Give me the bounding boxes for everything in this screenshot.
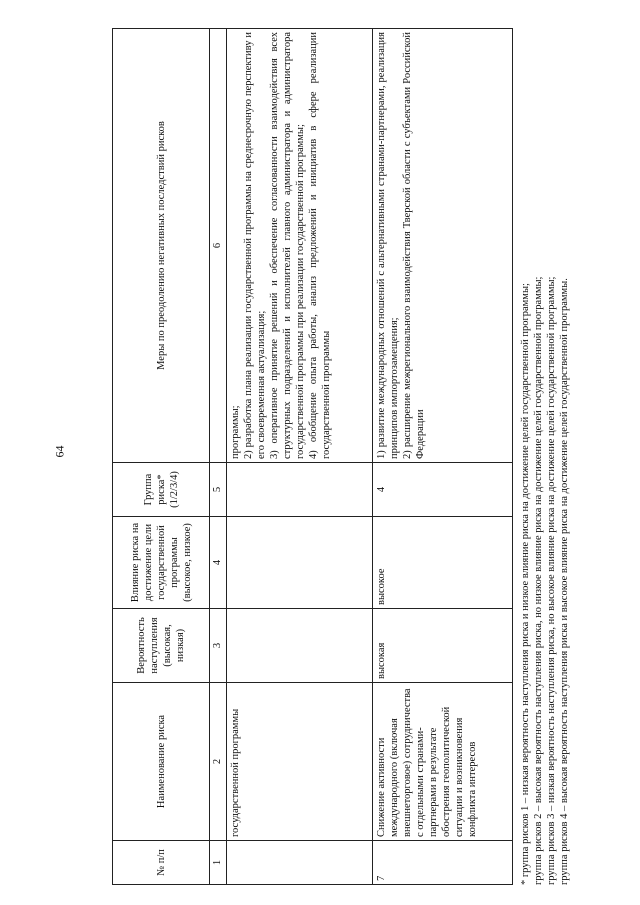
col-number: 2 <box>210 683 227 841</box>
footnote: группа рисков 3 – низкая вероятность наступления риска, но высокое влияние риска на достижение целей государственной программы; <box>546 276 557 885</box>
risk-group <box>227 463 373 517</box>
col-number: 5 <box>210 463 227 517</box>
risk-group: 4 <box>373 463 513 517</box>
page-number: 64 <box>52 445 67 458</box>
risk-measures <box>227 29 373 463</box>
risk-name: Снижение активности международного (включая внешнеторговое) сотрудничества с отдельными странами-партнерами в результате обострения геополитической ситуации и возникновения конфликта интересов <box>373 683 513 841</box>
header-measures: Меры по преодолению негативных последствий рисков <box>113 29 210 463</box>
table-row <box>227 29 373 885</box>
column-number-row <box>210 29 227 885</box>
risk-impact <box>227 517 373 609</box>
risk-probability: высокая <box>373 609 513 683</box>
risk-name: государственной программы <box>227 683 373 841</box>
measure-item: 4) обобщение опыта работы, анализ предложений и инициатив в сфере реализации государственной программы <box>308 32 332 459</box>
table-row <box>373 29 513 885</box>
risk-table <box>112 28 513 885</box>
row-number <box>227 841 373 885</box>
header-risk-group: Группа риска* (1/2/3/4) <box>113 463 210 517</box>
header-risk-name: Наименование риска <box>113 683 210 841</box>
risk-probability <box>227 609 373 683</box>
measure-item: 2) расширение межрегионального взаимодействия Тверской области с субъектами Российской Федерации <box>402 32 426 459</box>
col-number: 3 <box>210 609 227 683</box>
col-number: 6 <box>210 29 227 463</box>
header-number: № п/п <box>113 841 210 885</box>
table-header-row <box>113 29 210 885</box>
header-impact: Влияние риска на достижение цели государственной программы (высокое, низкое) <box>113 517 210 609</box>
measure-item: 2) разработка плана реализации государственной программы на среднесрочную перспективу и его своевременная актуализация; <box>243 32 267 459</box>
footnote: группа рисков 4 – высокая вероятность наступления риска и высокое влияние риска на достижение целей государственной программы. <box>559 278 570 885</box>
measure-item: программы; <box>230 405 241 459</box>
footnotes <box>519 29 571 885</box>
col-number: 4 <box>210 517 227 609</box>
rotated-page-content <box>112 29 632 885</box>
footnote: группа рисков 2 – высокая вероятность наступления риска, но низкое влияние риска на достижение целей государственной программы; <box>533 276 544 885</box>
measure-item: 3) оперативное принятие решений и обеспечение согласованности взаимодействия всех структурных подразделений и исполнителей главного администратора и администратора государственной программы при реализации государственной программы; <box>269 32 306 459</box>
header-probability: Вероятность наступления (высокая, низкая) <box>113 609 210 683</box>
footnote: * группа рисков 1 – низкая вероятность наступления риска и низкое влияние риска на достижение целей государственной программы; <box>520 283 531 885</box>
risk-measures <box>373 29 513 463</box>
risk-impact: высокое <box>373 517 513 609</box>
row-number: 7 <box>373 841 513 885</box>
col-number: 1 <box>210 841 227 885</box>
measure-item: 1) развитие международных отношений с альтернативными странами-партнерами, реализация принципов импортозамещения; <box>376 32 400 459</box>
